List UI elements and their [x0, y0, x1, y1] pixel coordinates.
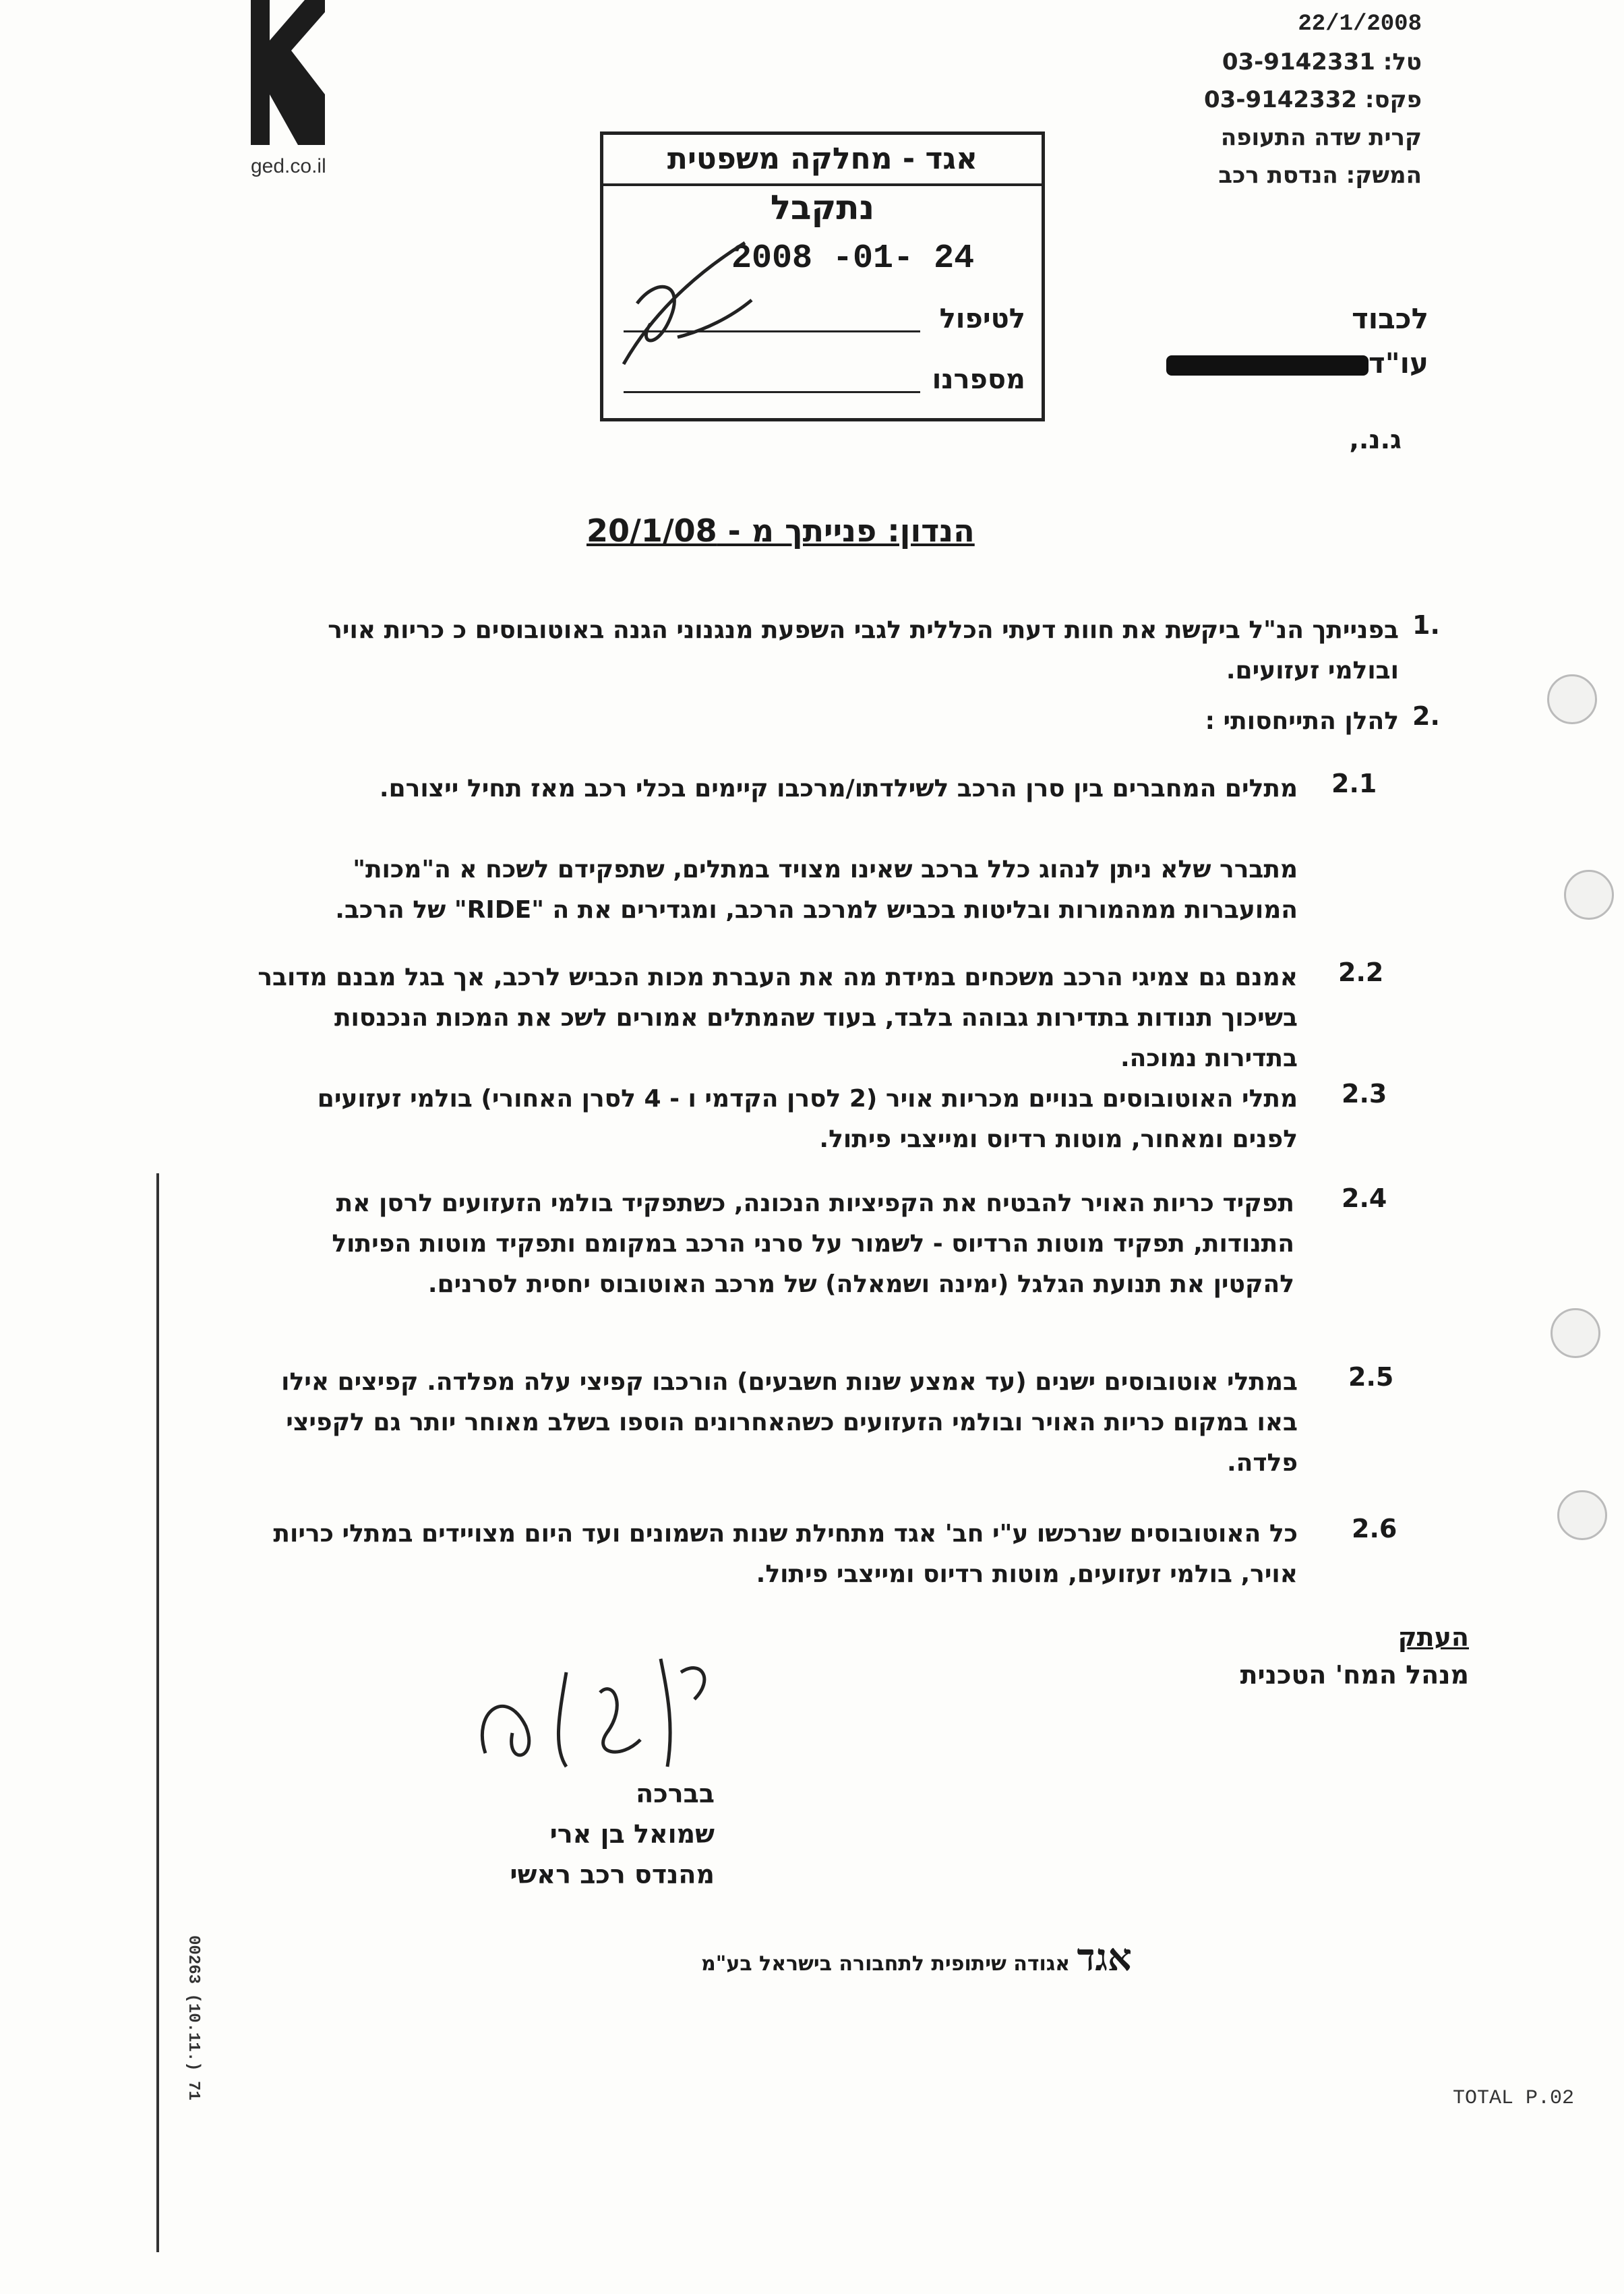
paragraph-text: מתלים המחברים בין סרן הרכב לשילדתו/מרכבו קיימים בכלי רכב מאז תחיל ייצורם. — [379, 775, 1298, 802]
paragraph-number: 2.6 — [1352, 1514, 1397, 1543]
letter-date: 22/1/2008 — [1298, 11, 1422, 37]
company-logo — [251, 0, 325, 145]
stamp-title: אגד - מחלקה משפטית — [603, 135, 1042, 186]
punch-hole — [1557, 1490, 1607, 1540]
stamp-number-label: מספרנו — [932, 364, 1025, 395]
addressee-block — [1161, 297, 1428, 386]
sender-fax: פקס: 03-9142332 — [1204, 86, 1422, 113]
paragraph-number: 2.4 — [1342, 1183, 1387, 1213]
signer-title: מהנדס רכב ראשי — [510, 1860, 715, 1889]
fax-edge-line — [156, 1173, 159, 2252]
paragraph-number: 2.3 — [1342, 1079, 1387, 1109]
paragraph-number: 2.1 — [1331, 769, 1377, 798]
addressee-line — [1161, 341, 1428, 386]
signer-name: שמואל בן ארי — [549, 1819, 715, 1849]
greeting: ג.נ., — [1349, 425, 1402, 454]
stamp-received: נתקבל — [770, 188, 875, 227]
signature-block — [472, 1773, 715, 1895]
paragraph-text: במתלי אוטובוסים ישנים (עד אמצע שנות חשבעים) הורכבו קפיצי עלה מפלדה. קפיצים אילו באו במקום כריות האויר ובולמי הזעזועים כשהאחרונים הוספו בשלב מאוחר יותר גם לקפיצי פלדה. — [281, 1368, 1298, 1477]
copy-label: העתק — [1397, 1622, 1469, 1652]
footer — [701, 1935, 1139, 1980]
sender-block — [1139, 5, 1422, 194]
to-label: לכבוד — [1352, 302, 1428, 335]
addressee-title: עו"ד — [1369, 347, 1428, 380]
sender-phone: טל: 03-9142331 — [1222, 49, 1422, 76]
stamp-number-line — [624, 391, 920, 393]
stamp-date: 24 -01- 2008 — [731, 239, 975, 278]
copy-recipient: מנהל המח' הטכנית — [1240, 1660, 1469, 1690]
stamp-handling-label: לטיפול — [939, 303, 1025, 334]
punch-hole — [1551, 1308, 1600, 1358]
received-stamp — [600, 131, 1045, 421]
paragraph-number: 2. — [1412, 701, 1440, 731]
paragraph-text: מתברר שלא ניתן לנהוג כלל ברכב שאינו מצויד במתלים, שתפקידם לשכח א ה"מכות" המועברות ממהמורות ובליטות בכביש למרכב הרכב, ומגדירים את ה "RIDE" של הרכב. — [335, 856, 1298, 924]
paragraph-number: 2.2 — [1338, 958, 1384, 987]
paragraph-text: מתלי האוטובוסים בנויים מכריות אויר (2 לסרן הקדמי ו - 4 לסרן האחורי) בולמי זעזועים לפנים ומאחור, מוטות רדיוס ומייצבי פיתול. — [317, 1085, 1298, 1153]
paragraph-number: 1. — [1412, 610, 1440, 640]
logo-url: ged.co.il — [251, 155, 326, 177]
paragraph-text: אמנם גם צמיגי הרכב משכחים במידת מה את העברת מכות הכביש לרכב, אך בגל מבנם מדובר בשיכוך תנודות בתדירות גבוהה בלבד, בעוד שהמתלים אמורים לשכ את המכות הנכנסות בתדירות נמוכה. — [258, 964, 1298, 1072]
paragraph-text: בפנייתך הנ"ל ביקשת את חוות דעתי הכללית לגבי השפעת מנגנוני הגנה באוטובוסים כ כריות אויר ובולמי זעזועים. — [328, 616, 1399, 684]
footer-text: אגודה שיתופית לתחבורה בישראל בע"מ — [701, 1952, 1071, 1976]
sender-address: קרית שדה התעופה — [1220, 124, 1422, 151]
subject-line: הנדון: פנייתך מ - 20/1/08 — [587, 512, 975, 549]
copy-block — [1240, 1618, 1469, 1694]
handwritten-signature — [465, 1632, 721, 1780]
paragraph-text: להלן התייחסותי : — [1205, 707, 1399, 735]
stamp-initials-scribble — [610, 236, 765, 371]
total-pages: TOTAL P.02 — [1453, 2087, 1575, 2110]
punch-hole — [1564, 870, 1614, 920]
form-code: 00263 (10.11.) 71 — [184, 1935, 202, 2100]
paragraph-text: כל האוטובוסים שנרכשו ע"י חב' אגד מתחילת שנות השמונים ועד היום מצויידים במתלי כריות אויר, בולמי זעזועים, מוטות רדיוס ומייצבי פיתול. — [273, 1520, 1298, 1588]
footer-logo: אגד — [1077, 1935, 1132, 1980]
redaction-bar — [1166, 355, 1369, 376]
sender-department: המשק: הנדסת רכב — [1218, 162, 1422, 189]
paragraph-text: תפקיד כריות האויר להבטיח את הקפיציות הנכונה, כשתפקיד בולמי הזעזועים לרסן את התנודות, תפקיד מוטות הרדיוס - לשמור על סרני הרכב במקומם ותפקיד מוטות הפיתול להקטין את תנועת הגלגל (ימינה ושמאלה) של מרכב האוטובוס יחסית לסרנים. — [332, 1189, 1294, 1298]
closing: בברכה — [636, 1779, 715, 1808]
punch-hole — [1547, 674, 1597, 724]
paragraph-number: 2.5 — [1348, 1362, 1394, 1392]
